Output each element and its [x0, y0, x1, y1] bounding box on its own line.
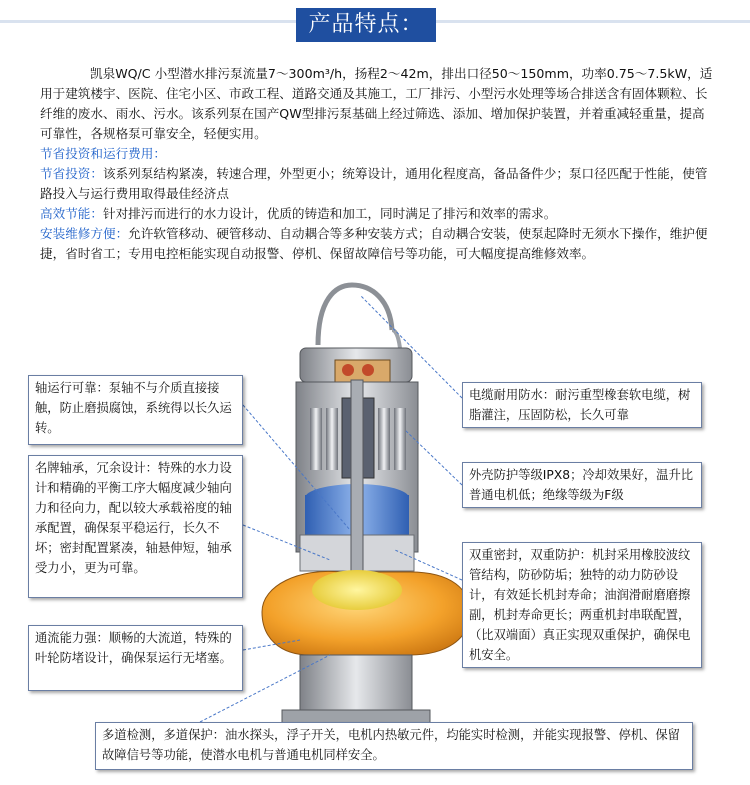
feature-body: 该系列泵结构紧凑，转速合理，外型更小；统筹设计，通用化程度高，备品备件少；泵口径匹配于性能，使管路投入与运行费用取得最佳经济点	[40, 166, 708, 201]
section-heading: 节省投资和运行费用：	[40, 146, 166, 161]
lifting-handle	[318, 285, 392, 345]
callout-shell: 外壳防护等级IPX8；冷却效果好，温升比普通电机低；绝缘等级为F级	[462, 462, 702, 508]
feature-body: 针对排污而进行的水力设计，优质的铸造和加工，同时满足了排污和效率的需求。	[102, 206, 557, 221]
impeller	[312, 570, 402, 610]
feature-head: 安装维修方便：	[40, 226, 129, 241]
intro-paragraph: 凯泉WQ/C 小型潜水排污泵流量7～300m³/h，扬程2～42m，排出口径50～150mm，功率0.75～7.5kW，适用于建筑楼宇、医院、住宅小区、市政工程、道路交通及其施工，工厂排污、小型污水处理等场合排送含有固体颗粒、长纤维的废水、雨水、污水。该系列泵在国产QW型排污泵基础上经过筛选、添加、增加保护装置，并着重减轻重量，提高可靠性，各规格泵可靠安全，轻便实用。	[40, 66, 713, 141]
page-title: 产品特点：	[296, 8, 436, 42]
feature-body: 允许软管移动、硬管移动、自动耦合等多种安装方式；自动耦合安装，使泵起降时无须水下操作，维护便捷，省时省工；专用电控柜能实现自动报警、停机、保留故障信号等功能，可大幅度提高维修效率。	[40, 226, 708, 261]
callout-bearing: 名牌轴承，冗余设计：特殊的水力设计和精确的平衡工序大幅度减少轴向力和径向力，配以较大承载裕度的轴承配置，确保泵平稳运行，长久不坏；密封配置紧凑，轴悬伸短，轴承受力小，更为可靠。	[28, 455, 243, 598]
callout-flow: 通流能力强：顺畅的大流道，特殊的叶轮防堵设计，确保泵运行无堵塞。	[28, 625, 243, 691]
terminal	[362, 364, 374, 376]
feature-head: 高效节能：	[40, 206, 103, 221]
feature-head: 节省投资：	[40, 166, 103, 181]
terminal	[342, 364, 354, 376]
callout-cable: 电缆耐用防水：耐污重型橡套软电缆，树脂灌注，压固防松，长久可靠	[462, 382, 702, 428]
callout-seal: 双重密封，双重防护：机封采用橡胶波纹管结构，防砂防垢；独特的动力防砂设计，有效延长机封寿命；油润滑耐磨磨擦副，机封寿命更长；两重机封串联配置，（比双端面）真正实现双重保护，确保电机安全。	[462, 542, 702, 668]
callout-monitor: 多道检测，多道保护：油水探头，浮子开关，电机内热敏元件，均能实时检测，并能实现报警、停机、保留故障信号等功能，使潜水电机与普通电机同样安全。	[95, 722, 693, 770]
callout-shaft: 轴运行可靠：泵轴不与介质直接接触，防止磨损腐蚀，系统得以长久运转。	[28, 375, 243, 445]
pump-shaft	[351, 380, 363, 600]
